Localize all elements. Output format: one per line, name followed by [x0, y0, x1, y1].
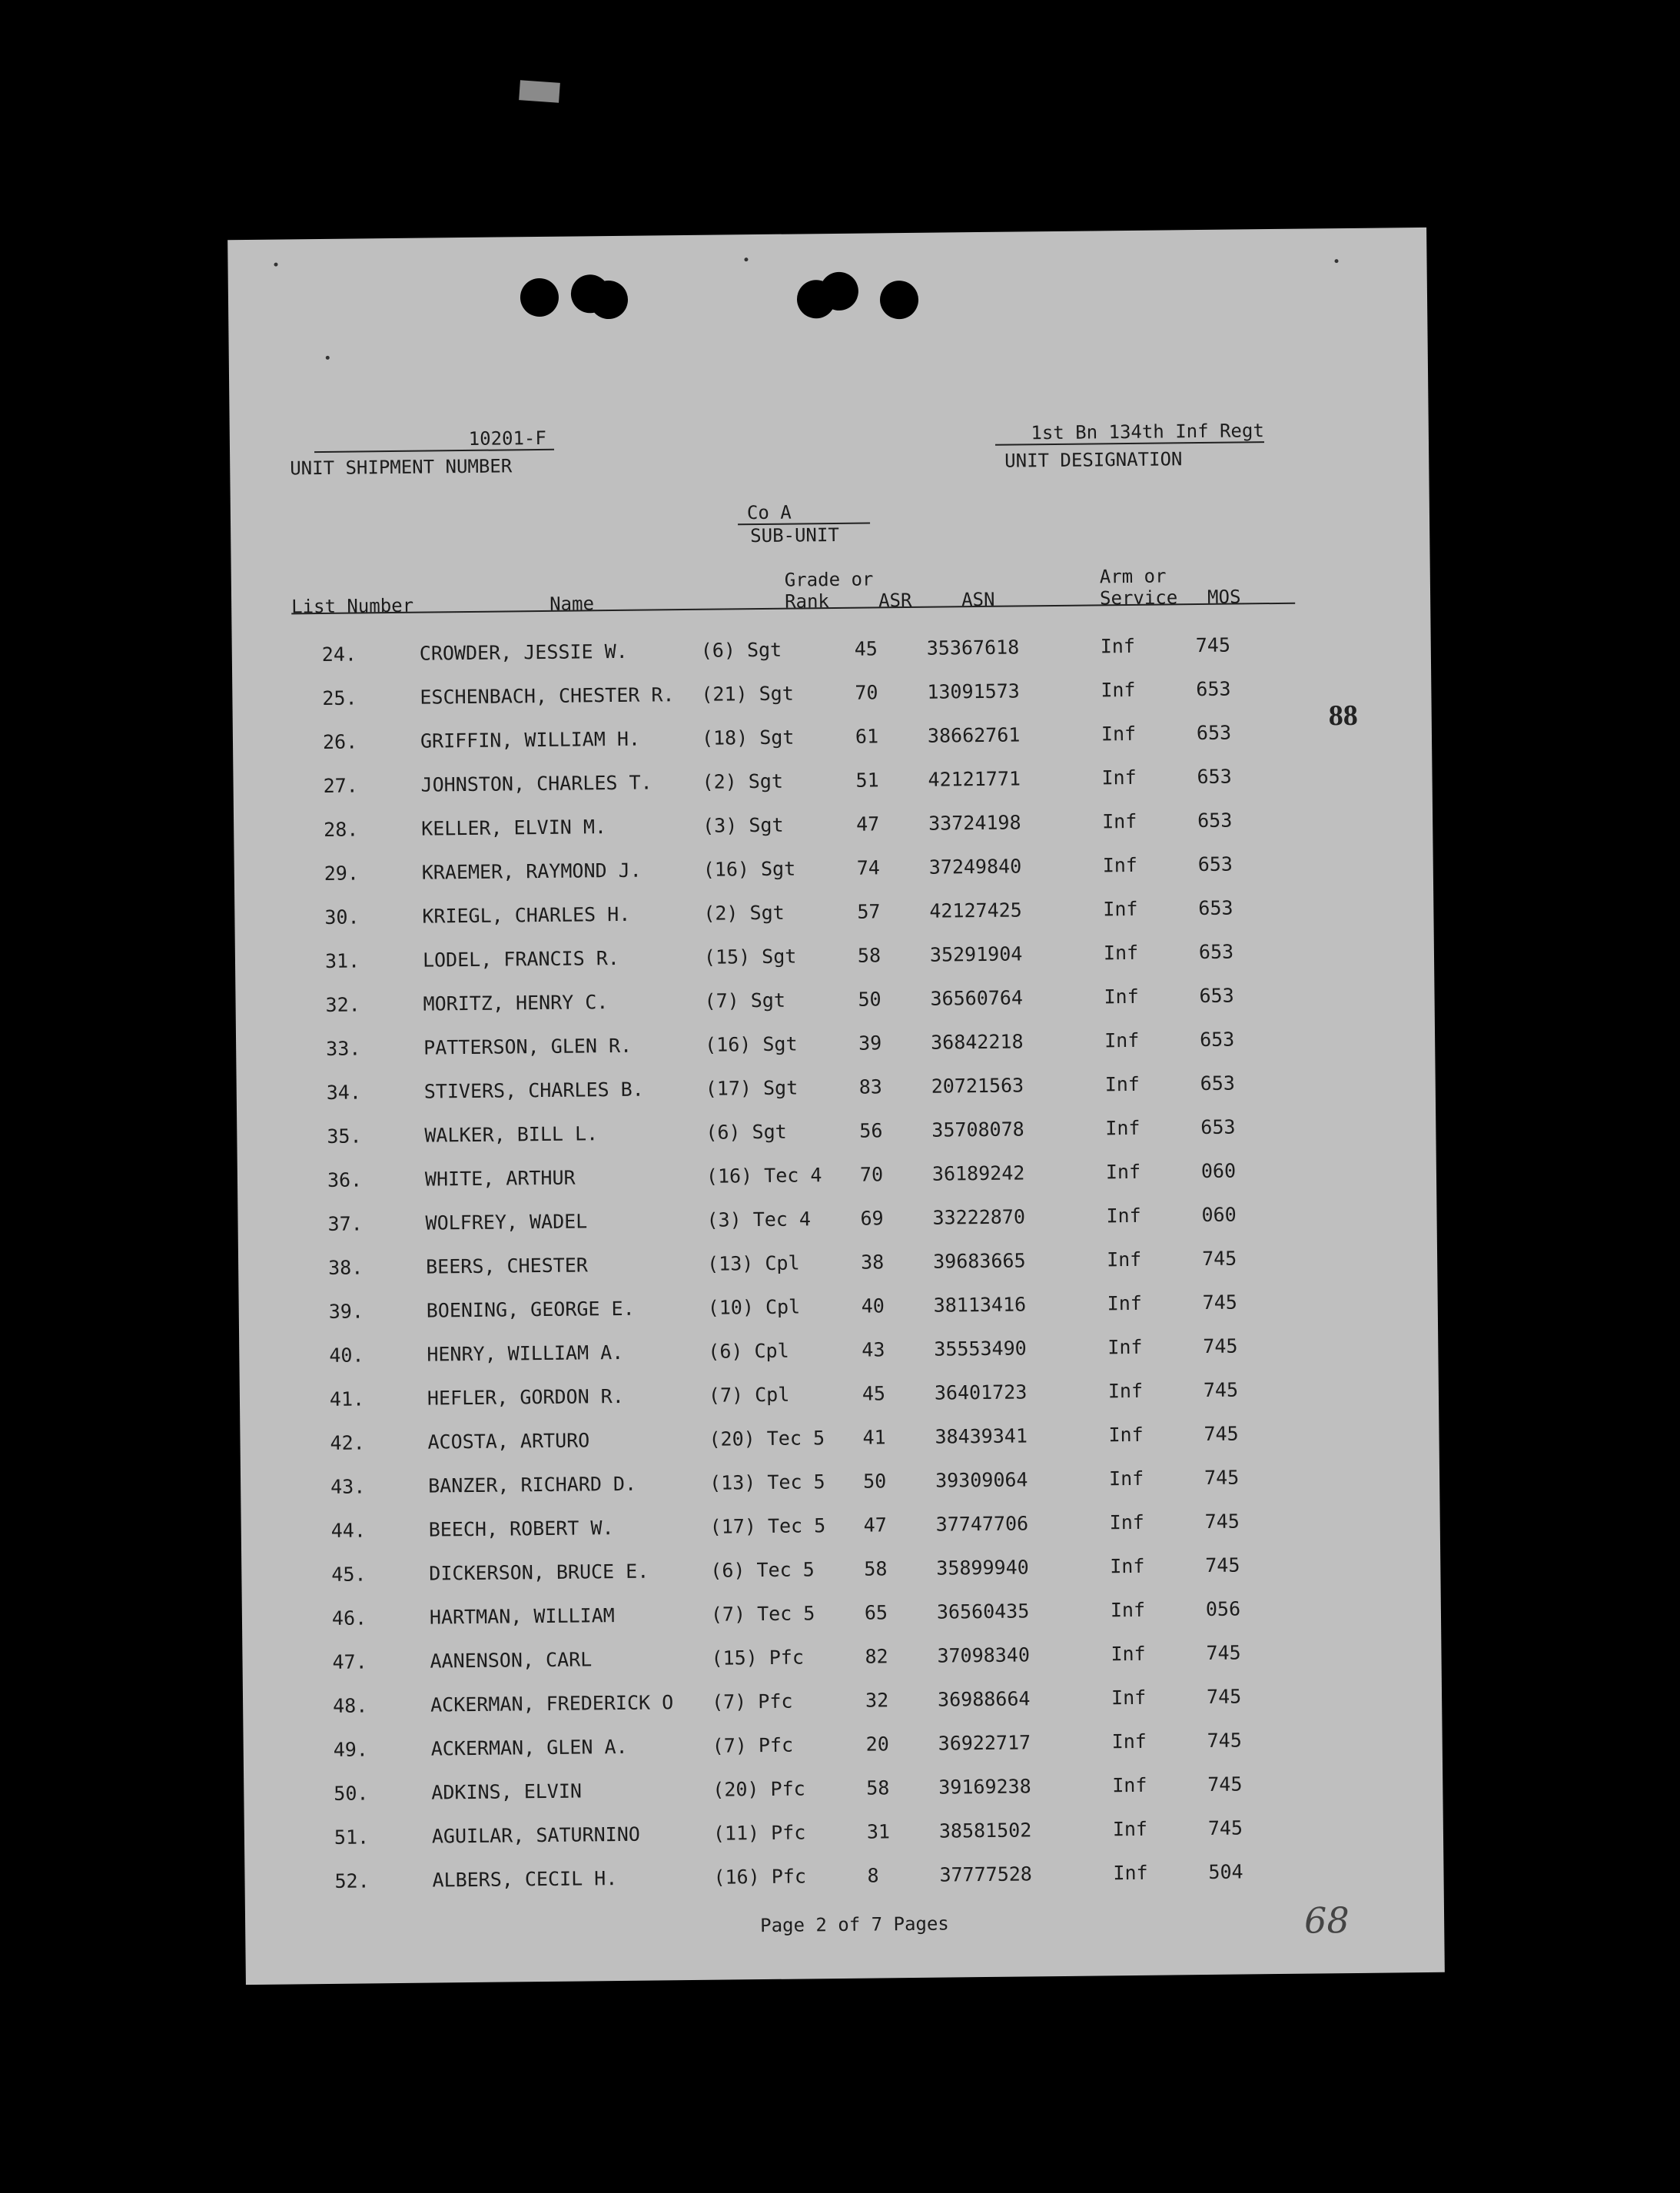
row-asr: 74	[856, 856, 881, 879]
row-asr: 20	[865, 1733, 889, 1756]
row-name: BEERS, CHESTER	[426, 1254, 589, 1278]
row-asn: 37777528	[939, 1862, 1033, 1886]
unit-shipment-label: UNIT SHIPMENT NUMBER	[290, 455, 513, 480]
row-mos: 653	[1200, 1115, 1236, 1139]
row-mos: 653	[1199, 984, 1234, 1008]
col-grade-bottom: Rank	[784, 590, 830, 613]
row-asr: 45	[854, 637, 878, 660]
row-asr: 65	[864, 1601, 888, 1624]
table-row	[235, 939, 1388, 982]
row-name: HARTMAN, WILLIAM	[429, 1604, 615, 1629]
row-name: KELLER, ELVIN M.	[421, 816, 607, 840]
unit-shipment-number: 10201-F	[314, 427, 554, 453]
row-asn: 38113416	[933, 1293, 1027, 1317]
row-asn: 36988664	[937, 1687, 1031, 1711]
row-arm: Inf	[1101, 766, 1137, 789]
row-mos: 745	[1207, 1729, 1242, 1752]
punch-hole	[820, 272, 859, 311]
row-grade: (17) Sgt	[705, 1076, 798, 1100]
row-asn: 35367618	[926, 636, 1020, 660]
row-grade: (6) Tec 5	[710, 1558, 815, 1582]
row-asn: 38581502	[938, 1819, 1032, 1842]
table-row	[234, 807, 1386, 850]
row-asr: 41	[862, 1426, 886, 1449]
row-name: AANENSON, CARL	[430, 1648, 593, 1673]
row-number: 36.	[327, 1168, 363, 1191]
row-name: ESCHENBACH, CHESTER R.	[420, 683, 675, 709]
row-mos: 653	[1200, 1072, 1236, 1095]
row-mos: 653	[1198, 940, 1234, 964]
table-row	[241, 1508, 1394, 1551]
row-number: 27.	[323, 774, 358, 797]
row-asn: 42121771	[928, 767, 1021, 791]
row-mos: 745	[1207, 1816, 1243, 1839]
row-name: AGUILAR, SATURNINO	[431, 1823, 640, 1848]
row-arm: Inf	[1101, 722, 1137, 746]
row-mos: 745	[1195, 633, 1231, 657]
row-grade: (7) Sgt	[704, 989, 786, 1012]
row-number: 45.	[331, 1563, 367, 1586]
row-asn: 39309064	[935, 1468, 1028, 1492]
row-asn: 35291904	[929, 942, 1023, 966]
row-arm: Inf	[1113, 1861, 1148, 1885]
row-arm: Inf	[1103, 897, 1138, 921]
row-arm: Inf	[1111, 1686, 1147, 1710]
row-mos: 745	[1204, 1510, 1240, 1533]
row-mos: 745	[1204, 1466, 1240, 1490]
col-asn: ASN	[961, 588, 995, 611]
row-asr: 8	[867, 1864, 879, 1887]
row-asr: 70	[855, 681, 878, 704]
row-asn: 42127425	[929, 899, 1022, 922]
row-mos: 653	[1196, 677, 1231, 701]
row-asr: 40	[861, 1294, 885, 1317]
row-arm: Inf	[1103, 941, 1139, 965]
row-number: 52.	[334, 1869, 370, 1892]
row-asn: 37249840	[928, 855, 1022, 879]
row-grade: (20) Tec 5	[709, 1427, 825, 1450]
table-row	[236, 1026, 1389, 1069]
row-mos: 745	[1204, 1422, 1239, 1446]
row-asr: 58	[866, 1776, 890, 1799]
row-name: BEECH, ROBERT W.	[428, 1517, 614, 1541]
row-asr: 51	[855, 769, 879, 792]
row-asn: 36560435	[936, 1600, 1030, 1623]
row-name: HENRY, WILLIAM A.	[427, 1341, 624, 1366]
row-arm: Inf	[1107, 1291, 1143, 1315]
row-name: ACOSTA, ARTURO	[427, 1429, 590, 1454]
row-name: WOLFREY, WADEL	[425, 1210, 588, 1234]
row-number: 51.	[334, 1826, 370, 1849]
row-asr: 31	[866, 1820, 891, 1843]
row-mos: 745	[1205, 1553, 1240, 1577]
row-asn: 13091573	[927, 679, 1020, 703]
row-number: 41.	[329, 1387, 365, 1410]
row-mos: 745	[1206, 1685, 1242, 1708]
row-arm: Inf	[1104, 985, 1139, 1008]
row-asr: 38	[860, 1251, 885, 1274]
row-mos: 056	[1205, 1597, 1241, 1620]
speck	[744, 258, 748, 261]
row-number: 47.	[332, 1650, 367, 1673]
row-arm: Inf	[1104, 1072, 1140, 1096]
row-name: JOHNSTON, CHARLES T.	[420, 771, 652, 796]
table-row	[244, 1859, 1397, 1902]
row-grade: (7) Pfc	[712, 1733, 794, 1757]
row-mos: 745	[1207, 1773, 1243, 1796]
row-arm: Inf	[1107, 1379, 1144, 1403]
row-number: 32.	[325, 993, 360, 1016]
row-number: 31.	[324, 949, 360, 972]
row-mos: 745	[1202, 1291, 1238, 1314]
row-name: ACKERMAN, FREDERICK O	[430, 1691, 674, 1716]
row-mos: 653	[1197, 809, 1233, 832]
table-row	[241, 1552, 1394, 1595]
row-grade: (13) Tec 5	[709, 1470, 825, 1494]
row-grade: (3) Sgt	[702, 813, 784, 837]
row-asr: 45	[862, 1382, 886, 1405]
table-row	[237, 1114, 1389, 1157]
row-arm: Inf	[1104, 1028, 1140, 1052]
col-mos: MOS	[1207, 586, 1241, 608]
row-arm: Inf	[1112, 1773, 1147, 1797]
row-grade: (6) Sgt	[706, 1120, 787, 1144]
table-row	[242, 1640, 1395, 1683]
punch-hole	[520, 278, 559, 317]
table-row	[237, 1158, 1390, 1201]
row-asn: 35708078	[931, 1118, 1024, 1141]
row-number: 33.	[326, 1037, 361, 1060]
table-row	[240, 1420, 1393, 1464]
row-asr: 61	[855, 725, 879, 748]
row-asn: 36922717	[938, 1731, 1031, 1755]
row-arm: Inf	[1106, 1204, 1141, 1228]
row-grade: (6) Cpl	[708, 1339, 789, 1363]
row-asn: 20721563	[931, 1074, 1024, 1098]
row-mos: 745	[1206, 1641, 1241, 1664]
row-number: 37.	[327, 1212, 363, 1235]
table-row	[243, 1683, 1396, 1726]
row-arm: Inf	[1101, 809, 1137, 833]
row-asr: 47	[863, 1514, 887, 1537]
row-grade: (17) Tec 5	[709, 1514, 826, 1538]
roster-page	[227, 228, 1445, 1985]
row-arm: Inf	[1107, 1335, 1143, 1359]
col-name: Name	[549, 593, 595, 615]
row-grade: (7) Pfc	[711, 1690, 793, 1713]
table-row	[239, 1333, 1392, 1376]
col-grade-top: Grade or	[784, 568, 874, 591]
row-mos: 653	[1196, 721, 1232, 745]
unit-designation: 1st Bn 134th Inf Regt	[995, 420, 1264, 446]
table-row	[241, 1464, 1393, 1507]
row-grade: (2) Sgt	[702, 769, 784, 793]
row-grade: (16) Pfc	[713, 1865, 807, 1889]
col-list-number: List Number	[291, 594, 414, 618]
handwritten-number: 68	[1303, 1899, 1350, 1942]
row-asn: 37747706	[935, 1512, 1029, 1536]
row-number: 29.	[324, 862, 360, 885]
row-asn: 39683665	[932, 1249, 1026, 1273]
row-asr: 50	[862, 1470, 887, 1493]
row-name: LODEL, FRANCIS R.	[422, 946, 619, 972]
row-asn: 35553490	[934, 1337, 1027, 1361]
row-grade: (3) Tec 4	[706, 1208, 812, 1231]
row-arm: Inf	[1110, 1598, 1146, 1622]
row-arm: Inf	[1111, 1729, 1147, 1753]
row-number: 35.	[327, 1125, 362, 1148]
row-asn: 37098340	[937, 1643, 1031, 1667]
row-number: 25.	[322, 686, 357, 709]
row-grade: (2) Sgt	[703, 901, 785, 925]
row-grade: (15) Pfc	[711, 1646, 805, 1670]
speck	[274, 263, 277, 267]
table-row	[244, 1727, 1396, 1770]
speck	[326, 356, 330, 360]
row-asr: 82	[865, 1645, 888, 1668]
row-number: 26.	[322, 730, 358, 753]
row-number: 39.	[328, 1300, 364, 1323]
table-row	[233, 719, 1386, 763]
row-arm: Inf	[1105, 1116, 1140, 1140]
row-name: WHITE, ARTHUR	[424, 1166, 576, 1191]
row-number: 50.	[334, 1782, 369, 1805]
row-number: 38.	[328, 1256, 364, 1279]
row-asn: 38662761	[927, 723, 1021, 747]
row-name: BANZER, RICHARD D.	[427, 1472, 637, 1497]
table-row	[238, 1245, 1391, 1288]
row-grade: (18) Sgt	[701, 726, 795, 749]
row-asr: 69	[860, 1207, 884, 1230]
table-row	[234, 851, 1387, 894]
paper-scrap	[519, 80, 560, 103]
row-grade: (15) Sgt	[703, 945, 797, 969]
row-asn: 36842218	[930, 1030, 1024, 1054]
row-grade: (11) Pfc	[712, 1821, 806, 1845]
row-mos: 745	[1203, 1378, 1239, 1402]
row-name: PATTERSON, GLEN R.	[423, 1034, 632, 1059]
table-row	[244, 1815, 1397, 1858]
speck	[1334, 259, 1338, 263]
row-number: 40.	[329, 1344, 364, 1367]
col-arm-top: Arm or	[1099, 565, 1167, 588]
row-number: 42.	[330, 1431, 365, 1454]
sub-unit-label: SUB-UNIT	[750, 523, 839, 547]
row-mos: 653	[1197, 765, 1232, 789]
row-arm: Inf	[1102, 853, 1138, 877]
row-grade: (21) Sgt	[701, 682, 794, 706]
table-row	[239, 1289, 1392, 1332]
table-row	[233, 763, 1386, 806]
row-mos: 653	[1197, 852, 1233, 876]
row-number: 30.	[324, 905, 360, 929]
row-name: ALBERS, CECIL H.	[432, 1867, 618, 1892]
row-arm: Inf	[1108, 1423, 1144, 1447]
row-asn: 36189242	[931, 1161, 1025, 1185]
unit-designation-label: UNIT DESIGNATION	[1004, 448, 1183, 472]
row-name: MORITZ, HENRY C.	[423, 991, 609, 1015]
row-name: KRAEMER, RAYMOND J.	[421, 859, 642, 884]
row-number: 48.	[332, 1694, 368, 1717]
col-asr: ASR	[878, 589, 912, 612]
row-name: DICKERSON, BRUCE E.	[429, 1560, 649, 1585]
row-grade: (20) Pfc	[712, 1777, 805, 1801]
row-asn: 35899940	[936, 1556, 1029, 1580]
row-mos: 504	[1208, 1860, 1243, 1883]
row-mos: 745	[1201, 1247, 1237, 1271]
row-arm: Inf	[1109, 1510, 1144, 1534]
row-mos: 060	[1200, 1159, 1237, 1183]
row-arm: Inf	[1108, 1467, 1144, 1490]
row-grade: (7) Cpl	[708, 1383, 790, 1407]
row-arm: Inf	[1110, 1554, 1145, 1578]
row-asr: 50	[858, 988, 882, 1011]
punch-hole	[880, 281, 919, 320]
row-asr: 56	[859, 1119, 883, 1142]
row-asr: 57	[857, 900, 881, 923]
row-asr: 83	[858, 1075, 883, 1098]
table-row	[240, 1377, 1393, 1420]
row-asr: 39	[858, 1032, 882, 1055]
row-name: BOENING, GEORGE E.	[426, 1297, 635, 1322]
row-grade: (13) Cpl	[706, 1251, 800, 1275]
row-grade: (7) Tec 5	[710, 1602, 815, 1626]
table-row	[242, 1596, 1395, 1639]
row-number: 46.	[331, 1607, 367, 1630]
table-row	[232, 632, 1385, 675]
row-name: CROWDER, JESSIE W.	[419, 640, 628, 665]
row-asr: 32	[865, 1689, 889, 1712]
row-asr: 43	[862, 1338, 885, 1361]
row-arm: Inf	[1100, 634, 1136, 658]
row-number: 44.	[330, 1519, 367, 1542]
page-footer: Page 2 of 7 Pages	[760, 1912, 949, 1937]
row-asn: 38439341	[935, 1424, 1028, 1448]
row-mos: 060	[1201, 1203, 1237, 1227]
row-asn: 33222870	[932, 1205, 1026, 1229]
row-name: HEFLER, GORDON R.	[427, 1384, 624, 1410]
row-mos: 653	[1199, 1028, 1235, 1052]
row-mos: 745	[1203, 1334, 1238, 1358]
sub-unit: Co A	[738, 500, 870, 525]
row-asr: 58	[864, 1557, 888, 1580]
row-number: 28.	[324, 818, 359, 841]
margin-number: 88	[1328, 699, 1358, 733]
table-row	[237, 1070, 1389, 1113]
table-row	[244, 1771, 1396, 1814]
row-arm: Inf	[1111, 1642, 1146, 1666]
table-row	[237, 1201, 1390, 1244]
row-grade: (16) Tec 4	[706, 1164, 822, 1188]
row-asr: 70	[859, 1163, 884, 1186]
table-row	[234, 895, 1387, 938]
row-arm: Inf	[1106, 1248, 1142, 1271]
row-number: 43.	[330, 1475, 366, 1498]
row-arm: Inf	[1112, 1817, 1148, 1841]
row-asr: 47	[856, 812, 880, 836]
row-asn: 36401723	[934, 1381, 1028, 1404]
row-arm: Inf	[1101, 678, 1136, 702]
col-arm-bottom: Service	[1099, 586, 1178, 610]
row-asn: 33724198	[928, 811, 1021, 835]
row-asn: 36560764	[930, 986, 1024, 1010]
row-number: 49.	[333, 1738, 369, 1761]
row-number: 24.	[321, 643, 357, 666]
row-grade: (10) Cpl	[707, 1295, 801, 1319]
punch-hole	[589, 281, 629, 320]
row-name: ADKINS, ELVIN	[431, 1779, 583, 1804]
row-name: WALKER, BILL L.	[424, 1122, 599, 1147]
row-name: KRIEGL, CHARLES H.	[422, 902, 631, 928]
row-arm: Inf	[1105, 1160, 1141, 1184]
row-mos: 653	[1198, 896, 1233, 920]
row-grade: (6) Sgt	[700, 638, 782, 662]
row-asr: 58	[857, 944, 882, 967]
row-name: ACKERMAN, GLEN A.	[430, 1735, 628, 1760]
row-name: STIVERS, CHARLES B.	[423, 1078, 644, 1103]
row-number: 34.	[326, 1081, 362, 1104]
row-asn: 39169238	[938, 1775, 1031, 1799]
table-row	[232, 676, 1385, 719]
row-grade: (16) Sgt	[702, 857, 796, 881]
row-grade: (16) Sgt	[705, 1032, 798, 1056]
row-name: GRIFFIN, WILLIAM H.	[420, 727, 641, 753]
table-row	[235, 982, 1388, 1025]
